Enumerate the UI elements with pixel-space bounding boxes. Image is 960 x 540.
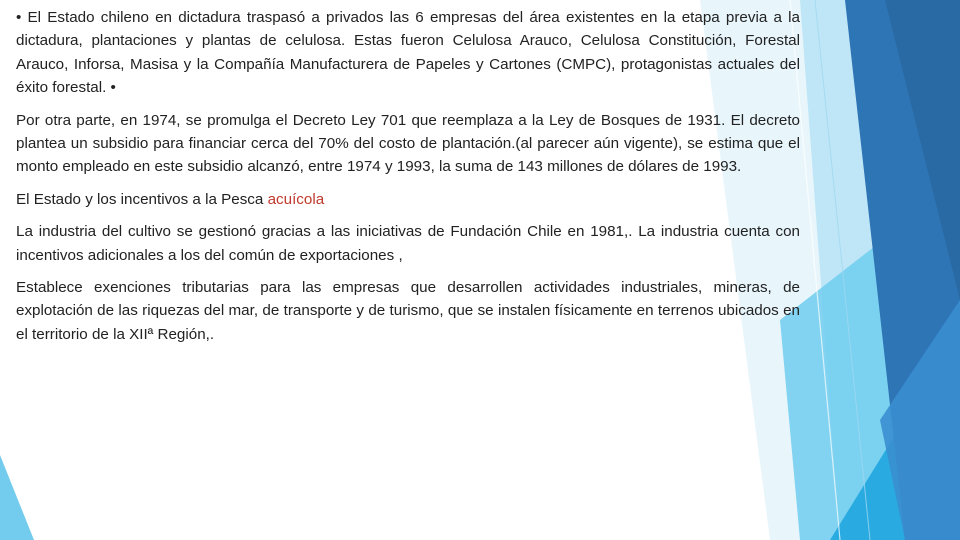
heading-fishing-incentives bbox=[16, 188, 800, 211]
decor-shape-left-triangle bbox=[0, 455, 34, 540]
paragraph-decree-701: Por otra parte, en 1974, se promulga el Decreto Ley 701 que reemplaza a la Ley de Bosques de 1931. El decreto plantea un subsidio para financiar cerca del 70% del costo de plantación.(al parecer aún vigente), se estima que el monto empleado en este subsidio alcanzó, entre 1974 y 1993, la suma de 143 millones de dólares de 1993. bbox=[16, 111, 800, 176]
paragraph-forestry-privatization: • El Estado chileno en dictadura traspasó a privados las 6 empresas del área existentes en la etapa previa a la dictadura, plantaciones y plantas de celulosa. Estas fueron Celulosa Arauco, Celulosa Constitución, Forestal Arauco, Inforsa, Masisa y la Compañía Manufacturera de Papeles y Cartones (CMPC), protagonistas actuales del éxito forestal. • bbox=[16, 9, 800, 97]
slide-text-body bbox=[16, 6, 800, 355]
heading-prefix: El Estado y los incentivos a la Pesca bbox=[16, 190, 268, 208]
paragraph-tax-exemptions: Establece exenciones tributarias para las empresas que desarrollen actividades industriales, mineras, de explotación de las riquezas del mar, de transporte y de turismo, que se instalen físicamente en terrenos ubicados en el territorio de la XIIª Región,. bbox=[16, 279, 800, 343]
heading-accent-word: acuícola bbox=[267, 190, 325, 208]
paragraph-aquaculture-industry: La industria del cultivo se gestionó gracias a las iniciativas de Fundación Chile en 1981,. La industria cuenta con incentivos adicionales a los del común de exportaciones , bbox=[16, 223, 800, 264]
